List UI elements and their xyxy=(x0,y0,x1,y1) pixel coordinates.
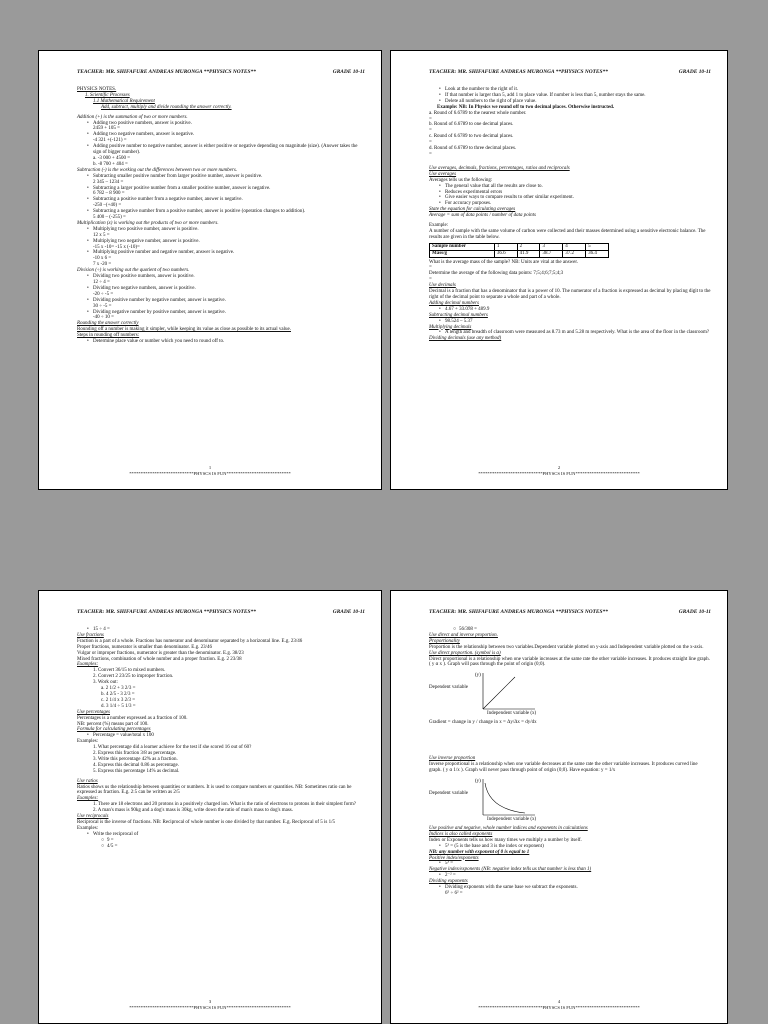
header-grade: GRADE 10-11 xyxy=(678,609,711,615)
text-line: 3. Write this percentage 42% as a fraction. xyxy=(93,756,178,762)
text-line: ○ 9 = xyxy=(77,838,365,844)
page-body xyxy=(77,627,365,989)
notes-page-3 xyxy=(38,590,382,1024)
text-line: PHYSICS NOTES. xyxy=(77,87,117,92)
graph-y-label: Dependent variable xyxy=(429,685,469,691)
text-line: • Adding two negative numbers, answer is negative. xyxy=(77,132,365,138)
text-line: 4. Express this decimal 0.86 as percentage. xyxy=(93,762,179,768)
text-line: • Determine place value or number which you need to round off to. xyxy=(77,339,365,345)
text-line: -10 x 6 = xyxy=(93,256,112,262)
text-line: Multiplying decimals xyxy=(429,324,472,330)
notes-page-4 xyxy=(390,590,728,1024)
text-line: Use reciprocals xyxy=(77,814,109,820)
text-line: Use inverse proportion xyxy=(429,756,476,762)
graph-straight-line xyxy=(483,677,515,709)
page-number: 3 xyxy=(208,999,212,1004)
text-line: Use direct and inverse proportion. xyxy=(429,632,498,638)
text-line: Addition (+) is the summation of two or more numbers. xyxy=(77,114,188,120)
text-line: Direct proportional is a relationship when one variable increases at the same rate the other variable increases. It produces straight line graph. ( y α x ). Graph will pass through the point of origin (0;0). xyxy=(429,656,710,668)
text-line: • Dividing two negative numbers, answer is positive. xyxy=(77,286,365,292)
page-body xyxy=(429,627,711,989)
text-line: 30 ÷ -5 = xyxy=(93,303,112,309)
table-cell: 2 xyxy=(517,243,540,250)
text-line: A number of sample with the same volume of carbon were collected and their masses determined using a sensitive electronic balance. The results are given in the table below. xyxy=(429,228,706,240)
text-line: b. -8 700 + 404 = xyxy=(93,161,128,167)
gradient-formula: Gradient = change in y / change in x = Δy/Δx = dy/dx xyxy=(429,720,537,726)
text-line: • Dividing negative number by positive number, answer is negative. xyxy=(77,310,365,316)
text-line: • If that number is larger than 5, add 1 to place value. If number is less than 5, number stays the same. xyxy=(429,93,711,99)
page-lines xyxy=(429,627,711,668)
text-line: Inverse proportional is a relationship when one variable decreases at the same rate the other variable increases. It produces curved line graph. ( y α 1/x ). Graph will never pass through point of origin (0;0). Have equation: y = 1/x xyxy=(429,762,698,774)
table-row xyxy=(430,243,609,250)
text-line: ○ 4/5 = xyxy=(77,844,365,850)
text-line: d. 3 1/4 ÷ 5 1/3 = xyxy=(101,703,136,709)
text-line: Proportion is the relationship between two variables.Dependent variable plotted on y-axis and Independent variable plotted on the x-axis. xyxy=(429,644,704,650)
text-line: • Percentage = value/total x 100 xyxy=(77,733,365,739)
text-line: • 15 ÷ 4 = xyxy=(77,627,365,633)
text-line: Fraction is a part of a whole. Fractions has numerator and denominator separated by a horizontal line. E.g. 23/46 xyxy=(77,638,303,644)
header-teacher: TEACHER: MR. SHIFAFURE ANDREAS MURONGA **PHYSICS NOTES** xyxy=(77,69,256,75)
table-cell: 36.6 xyxy=(494,250,517,257)
text-line: • 5³ = xyxy=(429,861,711,867)
footer-text: ****************************PHYSCS IS FUN**************************** xyxy=(129,471,291,476)
footer-text: ****************************PHYSCS IS FUN**************************** xyxy=(478,471,640,476)
text-line: • Subtracting a larger positive number from a smaller positive number, answer is negative. xyxy=(77,186,365,192)
text-line: Indices is also called exponents xyxy=(429,831,493,837)
text-line: a. Round of 6.6789 to the nearest whole number. xyxy=(429,110,527,116)
text-line: Use positive and negative, whole number indices and exponents in calculations xyxy=(429,825,588,831)
text-line: Rounding off a number is making it simpler, while keeping its value as close as possible to its actual value. xyxy=(77,327,291,333)
text-line: Subtracting decimal numbers xyxy=(429,312,488,318)
text-line: Average = sum of data points / number of data points xyxy=(429,213,536,219)
page-lines-continued xyxy=(429,826,711,897)
text-line: -15 x -10= -15 x (-10)= xyxy=(93,244,140,250)
text-line: 5. Express this percentage 14% as decimal. xyxy=(93,768,180,774)
text-line: What is the average mass of the sample? NB: Units are vital at the answer. xyxy=(429,259,578,265)
text-line: Use fractions xyxy=(77,632,104,638)
header-grade: GRADE 10-11 xyxy=(332,69,365,75)
text-line: Use averages xyxy=(429,171,457,177)
mass-table xyxy=(429,243,609,258)
text-line: NB: any number with exponent of 0 is equal to 1 xyxy=(429,849,530,855)
text-line: Examples: xyxy=(77,662,99,668)
graph-x-label: Independent variable (x) xyxy=(487,816,537,822)
text-line: Use decimals xyxy=(429,283,456,289)
text-line: Use averages, decimals, fractions, percentages, ratios and reciprocals xyxy=(429,165,570,171)
text-line: Subtraction (-) is the working out the differences between two or more numbers. xyxy=(77,167,238,173)
table-cell: 4 xyxy=(563,243,586,250)
text-line: 1. There are 18 electrons and 20 protons in a positively charged ion. What is the ratio of electrons to protons in their simplest form? xyxy=(93,802,356,808)
table-cell: 38.7 xyxy=(540,250,563,257)
text-line: d. Round of 6.6789 to three decimal places. xyxy=(429,146,517,152)
table-cell: 36.4 xyxy=(586,250,609,257)
text-line: • Dividing exponents with the same base we subtract the exponents. xyxy=(429,885,711,891)
text-line: = xyxy=(429,265,432,271)
table-cell: 3 xyxy=(540,243,563,250)
page-number: 2 xyxy=(557,465,561,470)
text-line: Multiplication (x) is working out the products of two or more numbers. xyxy=(77,220,219,226)
text-line: • Multiplying positive number and negative number, answer is negative. xyxy=(77,250,365,256)
page-lines-continued xyxy=(429,260,711,343)
text-line: ○ 56/308 = xyxy=(429,627,711,633)
text-line: Use ratios xyxy=(77,778,98,784)
table-cell: 41.9 xyxy=(517,250,540,257)
text-line: Decimal is a fraction that has a denominator that is a power of 10. The numerator of a fraction is expressed as decimal by placing digit to the right of the decimal point to separate a whole and part of a whole. xyxy=(429,289,711,300)
text-line: • Subtracting a positive number from a negative number, answer is negative. xyxy=(77,197,365,203)
text-line: Determine the average of the following data points: 7;5;4;6;7;5;4;3 xyxy=(429,271,564,277)
text-line: 2459 + 105 = xyxy=(93,126,120,132)
text-line: Vulgar or improper fractions, numerator is greater than the denominator. E.g. 38/23 xyxy=(77,650,244,656)
page-header xyxy=(77,609,365,615)
text-line: Example: NB: In Physics we round off to two decimal places. Otherwise instructed. xyxy=(437,104,615,110)
text-line: Ratios shows us the relationship between quantities or numbers. It is used to compare numbers or quantities. NB: Sometimes ratio can be expressed as fraction. E.g. 2:5 can be written as 2/5 xyxy=(77,784,352,796)
text-line: 12 x 5 = xyxy=(93,232,110,238)
table-cell: 1 xyxy=(494,243,517,250)
text-line: • 5³ = (5 is the base and 3 is the index or exponent) xyxy=(429,844,711,850)
text-line: • Reduces experimental errors xyxy=(429,190,711,196)
text-line: a. 2 1/2 + 3 2/3 = xyxy=(101,686,136,692)
page-header xyxy=(429,69,711,75)
footer-text: ****************************PHYSCS IS FUN**************************** xyxy=(129,1005,291,1010)
text-line: Example: xyxy=(429,223,449,229)
text-line: • Give easier ways to compare results to other similar experiment. xyxy=(429,195,711,201)
text-line: • Dividing positive number by negative number, answer is negative. xyxy=(77,298,365,304)
text-line: = xyxy=(429,128,432,134)
text-line: • Adding positive number to negative number, answer is either positive or negative depending on magnitude (size). (Answer takes the sign of bigger number). xyxy=(77,144,365,156)
page-body xyxy=(429,87,711,455)
text-line: Formula for calculating percentages xyxy=(77,727,151,733)
inverse-proportion-graph xyxy=(429,777,711,823)
text-line: Index or Exponents tells us how many times we multiply a number by itself. xyxy=(429,837,582,843)
page-number: 1 xyxy=(208,465,212,470)
text-line: • Subtracting a negative number from a positive number, answer is positive (operation changes to addition). xyxy=(77,209,365,215)
header-teacher: TEACHER: MR. SHIFAFURE ANDREAS MURONGA **PHYSICS NOTES** xyxy=(77,609,256,615)
text-line: Proportionality xyxy=(429,638,460,644)
text-line: Mixed fractions, combination of whole number and a proper fraction. E.g. 2 23/38 xyxy=(77,656,242,662)
table-cell: Mass/g xyxy=(430,250,495,257)
text-line: • For accuracy purposes. xyxy=(429,201,711,207)
text-line: Percentages is a number expressed as a fraction of 100. xyxy=(77,715,188,721)
text-line: 2. Convert 2 23/25 to improper fraction. xyxy=(93,674,174,680)
text-line: = xyxy=(429,151,432,157)
text-line: Rounding the answer correctly xyxy=(77,321,139,327)
graph-axis-y: (y) xyxy=(475,673,481,679)
text-line: 2. A man's mass is 90kg and a dog's mass is 30kg, write down the ratio of man's mass to dog's mass. xyxy=(93,808,293,814)
page-footer xyxy=(391,999,727,1011)
text-line: = xyxy=(429,277,432,283)
text-line: • Delete all numbers to the right of place value. xyxy=(429,99,711,105)
text-line: -4 321 +(-121) = xyxy=(93,138,127,144)
text-line: Positive index/exponents xyxy=(429,855,479,861)
text-line: 7 x -20 = xyxy=(93,262,112,268)
page-footer xyxy=(391,465,727,477)
text-line: -250 –(+40) = xyxy=(93,203,122,209)
text-line: Examples: xyxy=(77,796,99,802)
text-line: State the equation for calculating averages xyxy=(429,207,516,213)
text-line: Examples: xyxy=(77,825,99,831)
text-line: • Adding two positive numbers, answer is positive. xyxy=(77,121,365,127)
graph-x-label: Independent variable (x) xyxy=(487,711,537,717)
text-line: • 98.524 – 5.37 xyxy=(429,319,711,325)
text-line: 6⁵ ÷ 6² = xyxy=(445,890,463,896)
graph-y-label: Dependent variable xyxy=(429,790,469,796)
text-line: Reciprocal is the inverse of fractions. NB: Reciprocal of whole number is one divided by that number. E.g. Reciprocal of 5 is 1/5 xyxy=(77,820,335,825)
table-row xyxy=(430,250,609,257)
text-line: 1. What percentage did a learner achieve for the test if she scored 16 out of 60? xyxy=(93,745,252,751)
text-line: Dividing exponents xyxy=(429,879,468,885)
graph-axis-y: (y) xyxy=(475,778,481,784)
text-line: = xyxy=(429,116,432,122)
text-line: 6 782 – 8 900 = xyxy=(93,191,125,197)
notes-page-1 xyxy=(38,50,382,490)
text-line: • Multiplying two negative number, answer is positive. xyxy=(77,239,365,245)
text-line: b. Round of 6.6789 to one decimal places. xyxy=(429,122,514,128)
page-footer xyxy=(39,999,381,1011)
table-cell: 5 xyxy=(586,243,609,250)
table-cell: 37.2 xyxy=(563,250,586,257)
header-teacher: TEACHER: MR. SHIFAFURE ANDREAS MURONGA **PHYSICS NOTES** xyxy=(429,609,608,615)
text-line: • The general value that all the results are close to. xyxy=(429,184,711,190)
text-line: 3. Work out: xyxy=(93,680,118,686)
page-lines xyxy=(429,87,711,241)
text-line: • 4.67 + 33.078 + 489.9 xyxy=(429,307,711,313)
page-body xyxy=(77,87,365,455)
text-line: Use direct proportion. (symbol is α) xyxy=(429,650,501,656)
text-line: NB: percent (%) means part of 100. xyxy=(77,721,149,727)
text-line: • Subtracting smaller positive number from larger positive number, answer is positive. xyxy=(77,174,365,180)
text-line: Examples: xyxy=(77,739,99,745)
text-line: • 2⁻² = xyxy=(429,873,711,879)
text-line: • Multiplying two positive number, answer is positive. xyxy=(77,227,365,233)
inverse-graph-svg xyxy=(475,777,535,817)
text-line: c. Round of 6.6789 to two decimal places. xyxy=(429,134,514,140)
table-cell: Sample number xyxy=(430,243,495,250)
footer-text: ****************************PHYSCS IS FUN**************************** xyxy=(478,1005,640,1010)
notes-page-2 xyxy=(390,50,728,490)
text-line: • A length and breadth of classroom were measured as 8.73 m and 5.28 m respectively. What is the area of the floor in the classroom? xyxy=(429,330,711,336)
text-line: Steps in rounding off numbers: xyxy=(77,333,140,339)
text-line: Add, subtract, multiply and divide rounding the answer correctly. xyxy=(101,104,232,110)
text-line: Negative index/exponents (NB: negative index tells us that number is less than 1) xyxy=(429,867,592,873)
text-line: Proper fractions, numerator is smaller than denominator. E.g. 23/46 xyxy=(77,644,212,650)
text-line: • Look at the number to the right of it. xyxy=(429,87,711,93)
text-line: 1. Scientific Processes xyxy=(85,92,130,98)
text-line: Averages tells us the following: xyxy=(429,177,493,183)
page-lines-continued xyxy=(429,756,711,774)
text-line: • Dividing two positive numbers, answer is positive. xyxy=(77,274,365,280)
header-teacher: TEACHER: MR. SHIFAFURE ANDREAS MURONGA **PHYSICS NOTES** xyxy=(429,69,608,75)
text-line: 5 400 – (-255) = xyxy=(93,215,126,221)
text-line: • Write the reciprocal of xyxy=(77,832,365,838)
text-line: Dividing decimals (use any method) xyxy=(429,336,502,342)
text-line: = xyxy=(429,140,432,146)
header-grade: GRADE 10-11 xyxy=(678,69,711,75)
text-line: Division (÷) is working out the quotient of two numbers. xyxy=(77,268,190,274)
text-line: 1. Convert 36/15 to mixed numbers. xyxy=(93,668,166,674)
text-line: 1.1 Mathematical Requirement xyxy=(93,98,155,104)
text-line: 12 ÷ 4 = xyxy=(93,280,110,285)
page-footer xyxy=(39,465,381,477)
direct-proportion-graph xyxy=(429,671,711,717)
text-line: a. -3 000 + 4500 = xyxy=(93,155,131,161)
text-line: -20 ÷ -5 = xyxy=(93,291,114,297)
text-line: Use percentages xyxy=(77,709,110,715)
graph-curve xyxy=(485,783,525,813)
page-header xyxy=(77,69,365,75)
text-line: 2 345 – 1234 = xyxy=(93,179,124,185)
page-header xyxy=(429,609,711,615)
text-line: c. 2 1/4 x 3 2/3 = xyxy=(101,697,136,703)
text-line: 2. Express this fraction 3/8 as percentage. xyxy=(93,751,177,757)
direct-graph-svg xyxy=(475,671,535,711)
header-grade: GRADE 10-11 xyxy=(332,609,365,615)
page-number: 4 xyxy=(557,999,561,1004)
text-line: -40 ÷ 10 = xyxy=(93,315,114,321)
text-line: b. 4 2/5 - 3 2/3 = xyxy=(101,691,135,697)
text-line: Adding decimal numbers xyxy=(429,300,479,306)
